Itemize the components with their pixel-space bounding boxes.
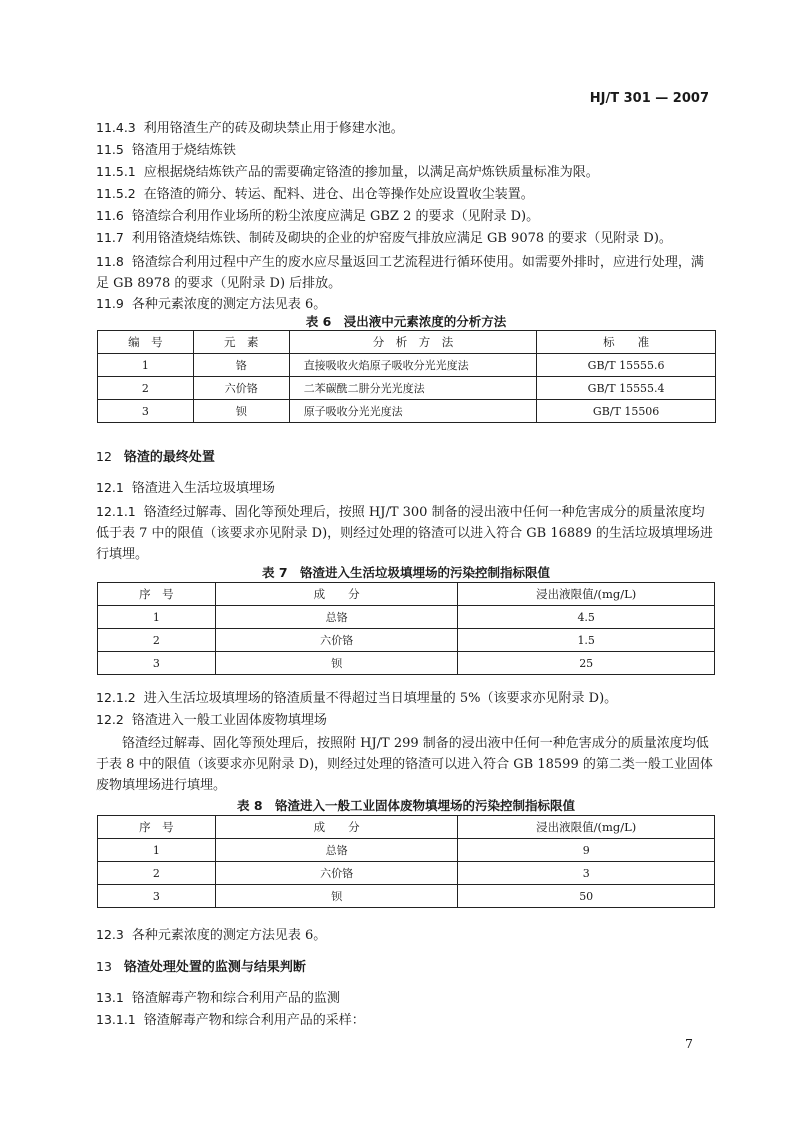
clause-13-1-1: 13.1.1 铬渣解毒产物和综合利用产品的采样： bbox=[96, 1012, 365, 1028]
column-header: 分 析 方 法 bbox=[289, 331, 537, 354]
clause-13-1: 13.1 铬渣解毒产物和综合利用产品的监测 bbox=[96, 990, 340, 1006]
table-cell: 3 bbox=[98, 400, 194, 423]
table-row bbox=[98, 862, 715, 885]
column-header: 序 号 bbox=[98, 816, 216, 839]
clause-11-4-3: 11.4.3 利用铬渣生产的砖及砌块禁止用于修建水池。 bbox=[96, 120, 404, 136]
table-header-row bbox=[98, 816, 715, 839]
table-cell: 3 bbox=[98, 885, 216, 908]
clause-12-1: 12.1 铬渣进入生活垃圾填埋场 bbox=[96, 480, 275, 496]
table6-caption: 表 6 浸出液中元素浓度的分析方法 bbox=[305, 314, 507, 329]
table-row bbox=[98, 652, 715, 675]
clause-12-3: 12.3 各种元素浓度的测定方法见表 6。 bbox=[96, 927, 327, 943]
clause-11-5: 11.5 铬渣用于烧结炼铁 bbox=[96, 142, 236, 158]
table-header-row bbox=[98, 331, 716, 354]
table-cell: 1.5 bbox=[458, 629, 715, 652]
standard-code: HJ/T 301 — 2007 bbox=[589, 91, 709, 106]
table-row bbox=[98, 839, 715, 862]
column-header: 标 准 bbox=[537, 331, 716, 354]
clause-11-5-1: 11.5.1 应根据烧结炼铁产品的需要确定铬渣的掺加量，以满足高炉炼铁质量标准为限。 bbox=[96, 164, 599, 180]
table-cell: 钡 bbox=[193, 400, 289, 423]
table8 bbox=[97, 815, 715, 908]
table-cell: 原子吸收分光光度法 bbox=[289, 400, 537, 423]
clause-11-5-2: 11.5.2 在铬渣的筛分、转运、配料、进仓、出仓等操作处应设置收尘装置。 bbox=[96, 186, 534, 202]
table7-caption: 表 7 铬渣进入生活垃圾填埋场的污染控制指标限值 bbox=[261, 565, 551, 580]
table-row bbox=[98, 354, 716, 377]
clause-11-9: 11.9 各种元素浓度的测定方法见表 6。 bbox=[96, 296, 327, 312]
column-header: 序 号 bbox=[98, 583, 216, 606]
table-cell: GB/T 15506 bbox=[537, 400, 716, 423]
table-cell: 3 bbox=[98, 652, 216, 675]
table-cell: 铬 bbox=[193, 354, 289, 377]
table-cell: 六价铬 bbox=[215, 862, 458, 885]
table-cell: 9 bbox=[458, 839, 715, 862]
table8-caption: 表 8 铬渣进入一般工业固体废物填埋场的污染控制指标限值 bbox=[236, 798, 576, 813]
table-cell: 50 bbox=[458, 885, 715, 908]
clause-12-1-2: 12.1.2 进入生活垃圾填埋场的铬渣质量不得超过当日填埋量的 5%（该要求亦见附录 D)。 bbox=[96, 690, 618, 706]
table-cell: 2 bbox=[98, 862, 216, 885]
column-header: 元 素 bbox=[193, 331, 289, 354]
table-cell: 3 bbox=[458, 862, 715, 885]
table-cell: 4.5 bbox=[458, 606, 715, 629]
column-header: 编 号 bbox=[98, 331, 194, 354]
table-cell: 钡 bbox=[215, 885, 458, 908]
clause-11-8: 11.8 铬渣综合利用过程中产生的废水应尽量返回工艺流程进行循环使用。如需要外排时，应进行处理，满足 GB 8978 的要求（见附录 D) 后排放。 bbox=[96, 254, 704, 291]
section-13-heading: 13 铬渣处理处置的监测与结果判断 bbox=[96, 959, 306, 975]
column-header: 浸出液限值/(mg/L) bbox=[458, 583, 715, 606]
table-cell: 1 bbox=[98, 839, 216, 862]
table-cell: 六价铬 bbox=[193, 377, 289, 400]
table-cell: GB/T 15555.4 bbox=[537, 377, 716, 400]
table-header-row bbox=[98, 583, 715, 606]
table-cell: 直接吸收火焰原子吸收分光光度法 bbox=[289, 354, 537, 377]
section-12-heading: 12 铬渣的最终处置 bbox=[96, 449, 215, 465]
table-cell: 总铬 bbox=[215, 606, 458, 629]
table-cell: 2 bbox=[98, 629, 216, 652]
clause-11-7: 11.7 利用铬渣烧结炼铁、制砖及砌块的企业的炉窑废气排放应满足 GB 9078 的要求（见附录 D)。 bbox=[96, 230, 672, 246]
table-row bbox=[98, 377, 716, 400]
page-number: 7 bbox=[685, 1036, 693, 1051]
table-cell: 钡 bbox=[215, 652, 458, 675]
column-header: 成 分 bbox=[215, 583, 458, 606]
clause-12-2: 12.2 铬渣进入一般工业固体废物填埋场 bbox=[96, 712, 327, 728]
table-cell: GB/T 15555.6 bbox=[537, 354, 716, 377]
table-cell: 二苯碳酰二肼分光光度法 bbox=[289, 377, 537, 400]
table-row bbox=[98, 629, 715, 652]
table-cell: 25 bbox=[458, 652, 715, 675]
table-row bbox=[98, 885, 715, 908]
clause-12-2-body: 铬渣经过解毒、固化等预处理后，按照附 HJ/T 299 制备的浸出液中任何一种危害成分的质量浓度均低于表 8 中的限值（该要求亦见附录 D)，则经过处理的铬渣可以进入符合 GB 18599 的第二类一般工业固体废物填埋场进行填埋。 bbox=[96, 736, 713, 793]
table7 bbox=[97, 582, 715, 675]
table-cell: 1 bbox=[98, 354, 194, 377]
table-cell: 六价铬 bbox=[215, 629, 458, 652]
table6 bbox=[97, 330, 716, 423]
table-row bbox=[98, 606, 715, 629]
clause-12-1-1: 12.1.1 铬渣经过解毒、固化等预处理后，按照 HJ/T 300 制备的浸出液中任何一种危害成分的质量浓度均低于表 7 中的限值（该要求亦见附录 D)，则经过处理的铬渣可以进入符合 GB 16889 的生活垃圾填埋场进行填埋。 bbox=[96, 504, 713, 562]
table-cell: 总铬 bbox=[215, 839, 458, 862]
column-header: 浸出液限值/(mg/L) bbox=[458, 816, 715, 839]
clause-11-6: 11.6 铬渣综合利用作业场所的粉尘浓度应满足 GBZ 2 的要求（见附录 D)。 bbox=[96, 208, 540, 224]
column-header: 成 分 bbox=[215, 816, 458, 839]
table-row bbox=[98, 400, 716, 423]
table-cell: 2 bbox=[98, 377, 194, 400]
table-cell: 1 bbox=[98, 606, 216, 629]
